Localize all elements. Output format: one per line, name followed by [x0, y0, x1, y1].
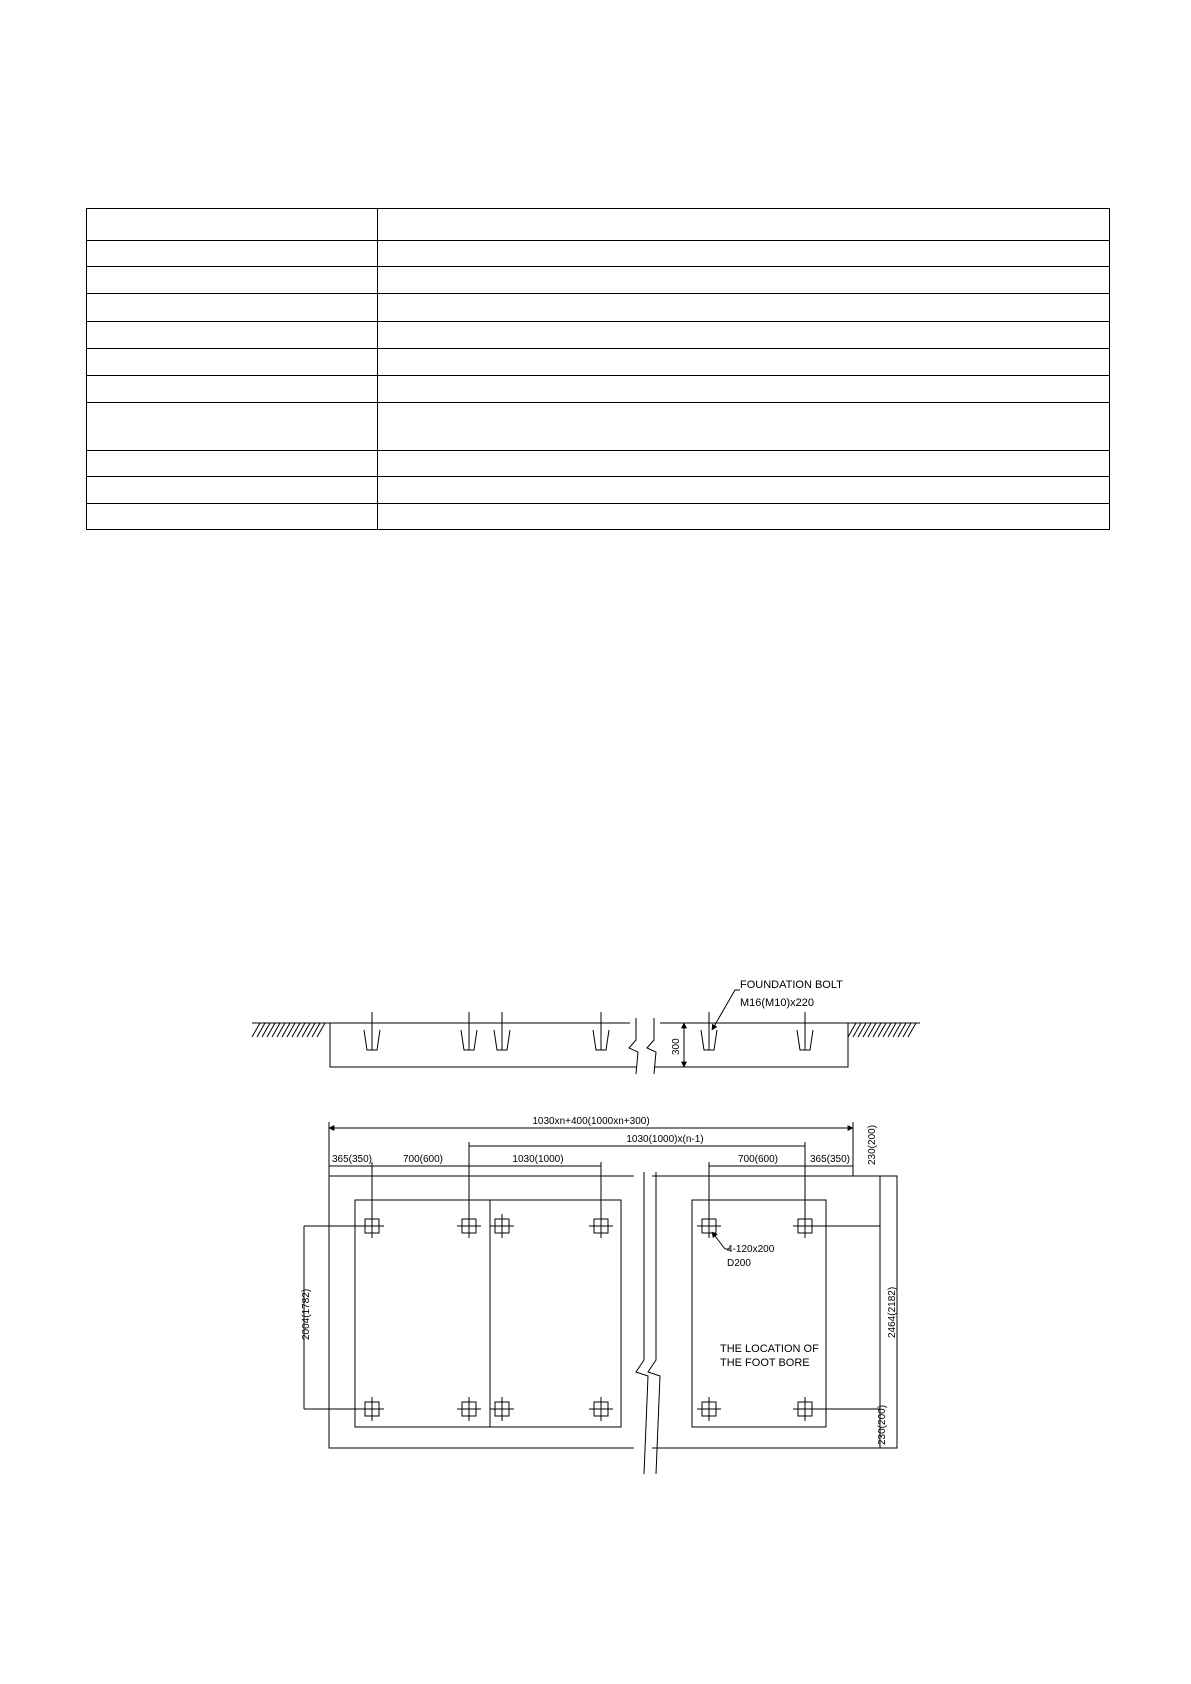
hatch-stroke: [868, 1023, 876, 1037]
hatch-stroke: [317, 1023, 325, 1037]
hatch-stroke: [893, 1023, 901, 1037]
hatch-stroke: [282, 1023, 290, 1037]
hatch-stroke: [272, 1023, 280, 1037]
hatch-stroke: [267, 1023, 275, 1037]
hole-callout-label: 4-120x200: [727, 1244, 775, 1255]
hatch-stroke: [307, 1023, 315, 1037]
bottom-margin-label: 230(200): [877, 1404, 888, 1445]
hatch-stroke: [262, 1023, 270, 1037]
foundation-bolts: [364, 1012, 813, 1050]
hatch-stroke: [302, 1023, 310, 1037]
break-line: [629, 1018, 656, 1074]
overall-length-label: 1030xn+400(1000xn+300): [532, 1116, 650, 1127]
bolt-hole: [457, 1397, 481, 1421]
foundation-bolt: [364, 1012, 380, 1050]
foundation-bolt: [461, 1012, 477, 1050]
foundation-bolt: [701, 1012, 717, 1050]
end-offset-right-label: 365(350): [809, 1154, 851, 1165]
foundation-slab-right: [654, 1023, 848, 1067]
plan-view: [301, 1116, 898, 1474]
hatch-stroke: [908, 1023, 916, 1037]
ground-hatch-left: [252, 1023, 330, 1037]
overall-width-label: 2464(2182): [887, 1286, 898, 1338]
bolt-hole: [589, 1397, 613, 1421]
foundation-bolt: [494, 1012, 510, 1050]
hatch-stroke: [312, 1023, 320, 1037]
hatch-stroke: [287, 1023, 295, 1037]
hatch-stroke: [858, 1023, 866, 1037]
foundation-slab-left: [330, 1023, 636, 1067]
bolt-callout-title: FOUNDATION BOLT: [740, 979, 843, 991]
foot-bore-note-line2: THE FOOT BORE: [720, 1357, 810, 1369]
foundation-bolt: [797, 1012, 813, 1050]
bolt-pitch-right-label: 700(600): [737, 1154, 779, 1165]
hole-depth-label: D200: [727, 1258, 751, 1269]
bolt-pitch-left-label: 700(600): [402, 1154, 444, 1165]
bolt-hole: [490, 1214, 514, 1238]
module-plate-1: [355, 1200, 490, 1427]
foundation-outline-right: [652, 1176, 897, 1448]
hatch-stroke: [863, 1023, 871, 1037]
depth-label: 300: [671, 1038, 682, 1055]
module-plate-3: [692, 1200, 826, 1427]
foundation-bolt: [593, 1012, 609, 1050]
hatch-stroke: [878, 1023, 886, 1037]
module-span-label: 1030(1000)x(n-1): [626, 1134, 704, 1145]
hatch-stroke: [883, 1023, 891, 1037]
hatch-stroke: [277, 1023, 285, 1037]
end-offset-left-label: 365(350): [331, 1154, 373, 1165]
hatch-stroke: [903, 1023, 911, 1037]
bolt-callout-leader: [712, 990, 740, 1030]
hatch-stroke: [297, 1023, 305, 1037]
hatch-stroke: [252, 1023, 260, 1037]
elevation-view: [252, 979, 920, 1074]
hatch-stroke: [853, 1023, 861, 1037]
top-margin-label: 230(200): [867, 1124, 878, 1165]
plan-break-line: [636, 1172, 660, 1474]
ground-hatch-right: [848, 1023, 920, 1037]
bolt-callout-spec: M16(M10)x220: [740, 997, 814, 1009]
foundation-outline-left: [329, 1176, 634, 1448]
hatch-stroke: [888, 1023, 896, 1037]
foot-bore-note-line1: THE LOCATION OF: [720, 1343, 819, 1355]
hatch-stroke: [257, 1023, 265, 1037]
hatch-stroke: [848, 1023, 856, 1037]
hatch-stroke: [873, 1023, 881, 1037]
hatch-stroke: [292, 1023, 300, 1037]
bolt-row-spacing-label: 2004(1782): [301, 1288, 312, 1340]
bolt-hole: [697, 1397, 721, 1421]
hole-callout-leader: [712, 1232, 725, 1249]
bolt-hole: [490, 1397, 514, 1421]
hatch-stroke: [898, 1023, 906, 1037]
module-pitch-label: 1030(1000): [512, 1154, 564, 1165]
